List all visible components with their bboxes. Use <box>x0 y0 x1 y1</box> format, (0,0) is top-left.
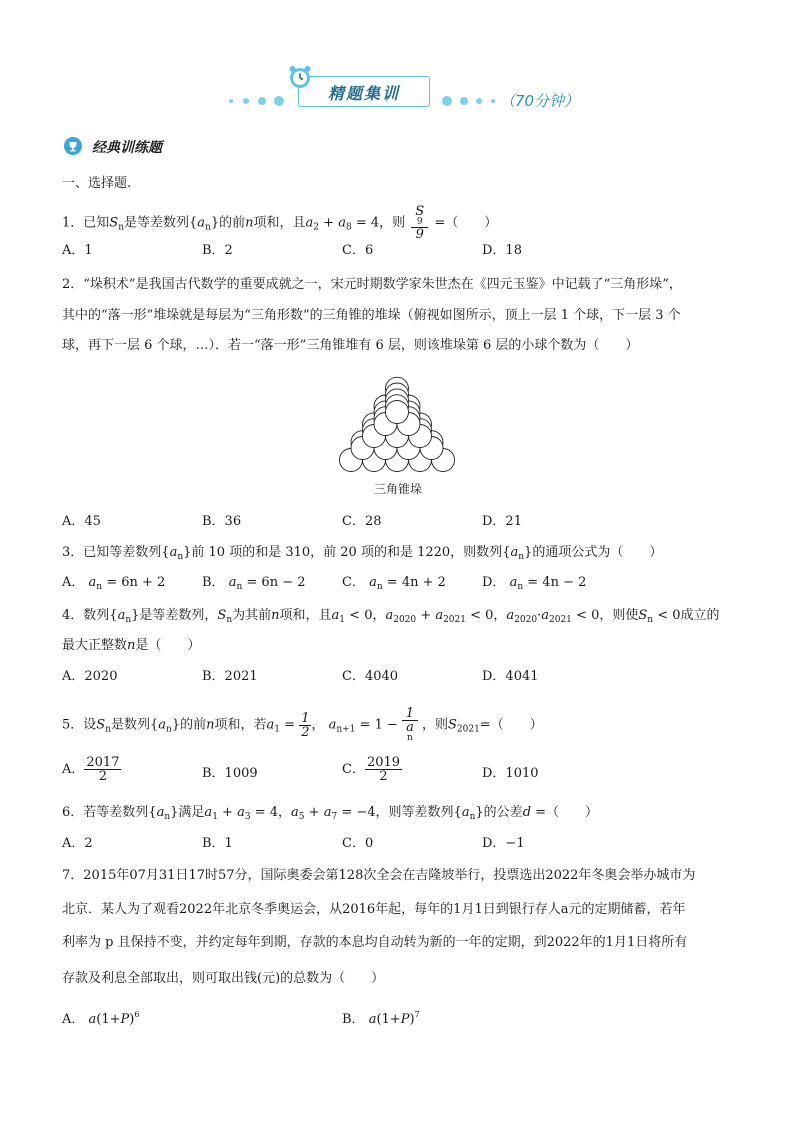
q4-option-d[interactable]: D．4041 <box>482 669 539 684</box>
q7-option-a[interactable]: A． $a(1+P)^6$ <box>62 1010 140 1027</box>
q7-option-b[interactable]: B． $a(1+P)^7$ <box>342 1010 420 1027</box>
question-3: 3．已知等差数列$\{a_n\}$前 10 项的和是 310，前 20 项的和是 1220，则数列$\{a_n\}$的通项公式为（ ） <box>62 545 663 562</box>
deco-dot <box>258 97 266 105</box>
q1-option-c[interactable]: C．6 <box>342 243 374 258</box>
q4-option-c[interactable]: C．4040 <box>342 669 399 684</box>
q1-option-b[interactable]: B．2 <box>202 243 233 258</box>
q2-option-d[interactable]: D．21 <box>482 514 522 529</box>
part-title: 一、选择题. <box>62 176 132 191</box>
question-5: 5．设$S_n$是数列$\{a_n\}$的前n项和，若$a_1$ = $\frac{1}{2}$ ， $a_{n+1} = 1$ − 1 a n ，则$S_{2021}=$（ ） <box>62 706 543 743</box>
q4-option-b[interactable]: B．2021 <box>202 669 258 684</box>
question-4-line-1: 4．数列$\{a_n\}$是等差数列，$S_n$为其前n项和，且$a_1 < 0$，$a_{2020} + a_{2021} < 0$，$a_{2020}\cdot a_{2021} < 0$，则使$S_n < 0$成立的 <box>62 608 720 625</box>
pyramid-figure <box>330 362 464 474</box>
q4-option-a[interactable]: A．2020 <box>62 669 118 684</box>
deco-dot <box>243 98 249 104</box>
deco-dot <box>274 96 284 106</box>
header-title: 精题集训 <box>327 84 400 103</box>
header-title-box <box>298 76 430 107</box>
question-2-line-3: 球，再下一层 6 个球，…）．若一“落一形”三角锥堆有 6 层，则该堆垛第 6 层的小球个数为（ ） <box>62 338 639 353</box>
deco-dot <box>442 96 452 106</box>
figure-caption: 三角锥垛 <box>374 482 423 496</box>
header-time: （70分钟） <box>500 92 580 110</box>
q2-option-a[interactable]: A．45 <box>62 514 101 529</box>
question-7-line-1: 7．2015年07月31日17时57分，国际奥委会第128次全会在吉隆坡举行，投票选出2022年冬奥会举办城市为 <box>62 868 696 883</box>
question-1: 1．已知$S_n$是等差数列$\{a_n\}$的前n项和，且$a_2 + a_8 = 4$，则 S 9 9 =（ ） <box>62 204 498 242</box>
trophy-icon <box>64 137 82 155</box>
q1-option-a[interactable]: A．1 <box>62 243 93 258</box>
q3-option-b[interactable]: B． $a_n = 6n - 2$ <box>202 575 306 592</box>
question-7-line-3: 利率为 p 且保持不变，并约定每年到期，存款的本息均自动转为新的一年的定期，到2022年的1月1日将所有 <box>62 935 688 950</box>
alarm-clock-icon <box>288 65 312 89</box>
q6-option-c[interactable]: C．0 <box>342 836 374 851</box>
question-7-line-4: 存款及利息全部取出，则可取出钱(元)的总数为（ ） <box>62 971 385 986</box>
question-2-line-2: 其中的“落一形”堆垛就是每层为“三角形数”的三角锥的堆垛（俯视如图所示，顶上一层 1 个球，下一层 3 个 <box>62 308 681 323</box>
q6-option-d[interactable]: D．−1 <box>482 836 525 851</box>
question-4-line-2: 最大正整数n是（ ） <box>62 638 201 653</box>
section-title: 经典训练题 <box>92 140 162 156</box>
q5-option-b[interactable]: B．1009 <box>202 766 258 781</box>
q3-option-d[interactable]: D． $a_n = 4n - 2$ <box>482 575 587 592</box>
question-2-line-1: 2．“垛积术”是我国古代数学的重要成就之一，宋元时期数学家朱世杰在《四元玉鉴》中记载了“三角形垛”， <box>62 277 682 292</box>
q3-option-a[interactable]: A． $a_n = 6n + 2$ <box>62 575 166 592</box>
q5-option-c[interactable]: C． $\frac{2019}{2}$ <box>342 755 401 784</box>
q2-option-c[interactable]: C．28 <box>342 514 382 529</box>
q6-option-a[interactable]: A．2 <box>62 836 93 851</box>
deco-dot <box>229 99 233 103</box>
ball <box>386 401 409 424</box>
question-6: 6．若等差数列$\{a_n\}$满足$a_1 + a_3 = 4$，$a_5 + a_7 = -4$，则等差数列$\{a_n\}$的公差d =（ ） <box>62 805 599 822</box>
q2-option-b[interactable]: B．36 <box>202 514 242 529</box>
q3-option-c[interactable]: C． $a_n = 4n + 2$ <box>342 575 446 592</box>
deco-dot <box>491 99 495 103</box>
deco-dot <box>476 98 482 104</box>
deco-dot <box>460 97 468 105</box>
q5-option-a[interactable]: A． $\frac{2017}{2}$ <box>62 755 120 784</box>
q1-option-d[interactable]: D．18 <box>482 243 522 258</box>
q5-option-d[interactable]: D．1010 <box>482 766 539 781</box>
question-7-line-2: 北京．某人为了观看2022年北京冬季奥运会，从2016年起，每年的1月1日到银行存人a元的定期储蓄，若年 <box>62 902 686 917</box>
q6-option-b[interactable]: B．1 <box>202 836 233 851</box>
